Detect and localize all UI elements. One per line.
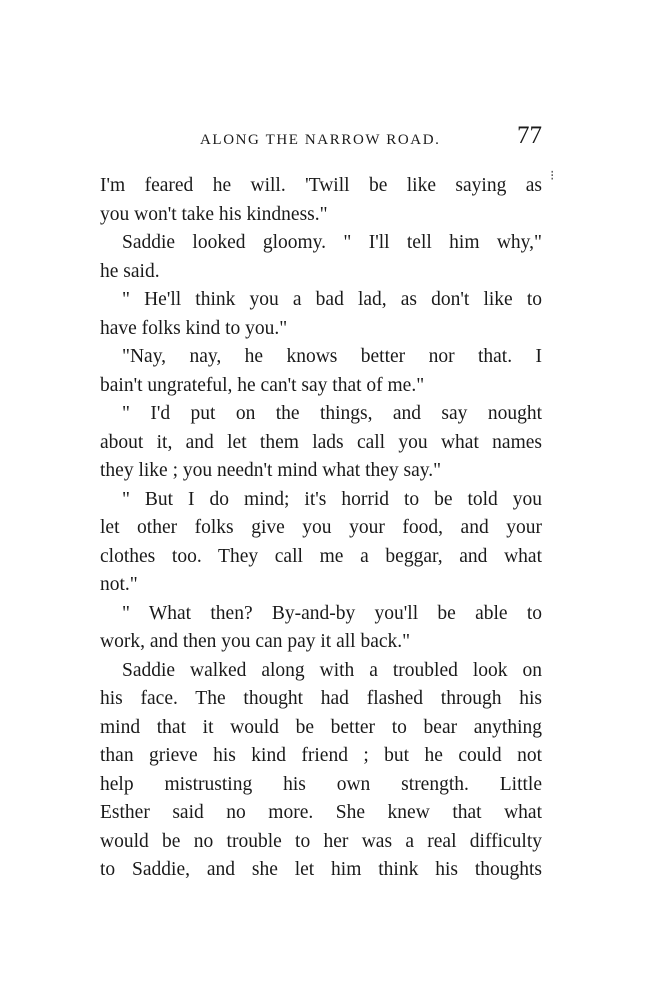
- text-line: I'm feared he will. 'Twill be like saying as: [100, 175, 542, 196]
- text-line: have folks kind to you.": [100, 317, 288, 339]
- text-line: would be no trouble to her was a real difficulty: [100, 830, 542, 852]
- text-line: " I'd put on the things, and say nought: [122, 403, 542, 424]
- text-line: Saddie looked gloomy. " I'll tell him why,": [122, 232, 542, 253]
- text-line: you won't take his kindness.": [100, 203, 328, 225]
- text-line: not.": [100, 574, 138, 595]
- text-line: clothes too. They call me a beggar, and what: [100, 545, 542, 567]
- text-line: let other folks give you your food, and your: [100, 517, 542, 538]
- text-line: " But I do mind; it's horrid to be told you: [122, 488, 542, 510]
- text-line: "Nay, nay, he knows better nor that. I: [122, 346, 542, 367]
- page-number: 77: [517, 122, 542, 149]
- text-line: bain't ungrateful, he can't say that of me.": [100, 374, 425, 396]
- text-line: work, and then you can pay it all back.": [100, 631, 411, 652]
- text-line: " He'll think you a bad lad, as don't like to: [122, 289, 542, 310]
- text-line: they like ; you needn't mind what they say.": [100, 460, 442, 481]
- text-line: he said.: [100, 260, 160, 282]
- running-title: ALONG THE NARROW ROAD.: [200, 132, 441, 148]
- text-line: to Saddie, and she let him think his thoughts: [100, 859, 542, 880]
- text-line: mind that it would be better to bear anything: [100, 716, 542, 738]
- text-line: Saddie walked along with a troubled look on: [122, 659, 542, 681]
- text-line: than grieve his kind friend ; but he could not: [100, 745, 542, 766]
- running-header: [100, 122, 542, 162]
- text-line: " What then? By-and-by you'll be able to: [122, 602, 542, 624]
- text-line: help mistrusting his own strength. Little: [100, 773, 542, 795]
- margin-mark-icon: ⁝: [550, 169, 555, 184]
- text-line: his face. The thought had flashed through his: [100, 688, 542, 709]
- text-line: about it, and let them lads call you what names: [100, 431, 542, 453]
- body-text: [100, 172, 542, 885]
- text-line: Esther said no more. She knew that what: [100, 802, 542, 823]
